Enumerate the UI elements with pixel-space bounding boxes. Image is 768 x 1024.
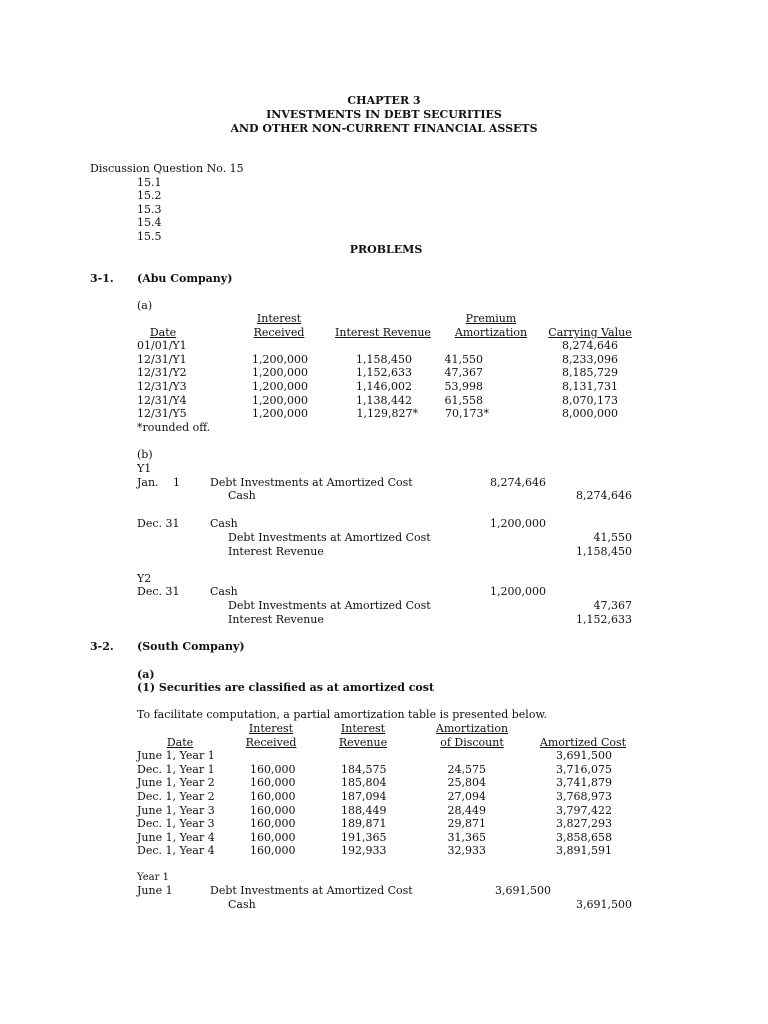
discussion-question-label: Discussion Question No. 15 bbox=[90, 162, 244, 175]
cell-date: Dec. 1, Year 4 bbox=[137, 844, 215, 857]
cell-amortized-cost: 3,741,879 bbox=[556, 776, 612, 789]
col-header-interest-top: Interest bbox=[256, 312, 302, 325]
entry-credit-account: Interest Revenue bbox=[228, 545, 324, 558]
col-header-amortized-cost: Amortized Cost bbox=[539, 736, 627, 749]
cell-amortized-cost: 3,691,500 bbox=[556, 749, 612, 762]
entry-debit-amount: 1,200,000 bbox=[490, 517, 546, 530]
entry-debit-amount: 1,200,000 bbox=[490, 585, 546, 598]
col-header-premium-top: Premium bbox=[465, 312, 517, 325]
entry-debit-account: Debt Investments at Amortized Cost bbox=[210, 884, 413, 897]
entry-debit-account: Debt Investments at Amortized Cost bbox=[210, 476, 413, 489]
cell-amortized-cost: 3,858,658 bbox=[556, 831, 612, 844]
problem-company: (Abu Company) bbox=[137, 272, 233, 285]
cell-received: 160,000 bbox=[250, 804, 296, 817]
table-footnote: *rounded off. bbox=[137, 421, 211, 434]
col-header-of-discount: of Discount bbox=[440, 736, 504, 749]
cell-discount: 27,094 bbox=[447, 790, 486, 803]
cell-revenue: 1,138,442 bbox=[356, 394, 412, 407]
cell-carrying: 8,233,096 bbox=[562, 353, 618, 366]
cell-discount: 25,804 bbox=[447, 776, 486, 789]
col-header-received: Received bbox=[245, 736, 297, 749]
cell-date: June 1, Year 4 bbox=[137, 831, 215, 844]
cell-received: 160,000 bbox=[250, 763, 296, 776]
chapter-heading: CHAPTER 3 bbox=[347, 94, 421, 107]
cell-received: 160,000 bbox=[250, 831, 296, 844]
problem-number: 3-2. bbox=[90, 640, 114, 653]
year-label: Year 1 bbox=[137, 872, 169, 883]
entry-credit-amount: 8,274,646 bbox=[576, 489, 632, 502]
year-label: Y1 bbox=[137, 462, 152, 475]
discussion-item: 15.5 bbox=[137, 230, 162, 243]
cell-received: 1,200,000 bbox=[252, 366, 308, 379]
entry-date-month: Jan. bbox=[137, 476, 159, 489]
cell-amortization: 41,550 bbox=[444, 353, 483, 366]
cell-received: 1,200,000 bbox=[252, 407, 308, 420]
discussion-item: 15.1 bbox=[137, 176, 162, 189]
col-header-interest-top: Interest bbox=[248, 722, 294, 735]
cell-revenue: 185,804 bbox=[341, 776, 387, 789]
entry-credit-account: Cash bbox=[228, 489, 256, 502]
cell-amortization: 61,558 bbox=[444, 394, 483, 407]
entry-credit-account: Debt Investments at Amortized Cost bbox=[228, 599, 431, 612]
cell-received: 160,000 bbox=[250, 776, 296, 789]
cell-revenue: 188,449 bbox=[341, 804, 387, 817]
cell-date: 12/31/Y3 bbox=[137, 380, 187, 393]
chapter-title-line2: AND OTHER NON-CURRENT FINANCIAL ASSETS bbox=[230, 122, 538, 135]
cell-discount: 32,933 bbox=[447, 844, 486, 857]
cell-revenue: 192,933 bbox=[341, 844, 387, 857]
cell-date: June 1, Year 3 bbox=[137, 804, 215, 817]
cell-discount: 31,365 bbox=[447, 831, 486, 844]
cell-discount: 29,871 bbox=[447, 817, 486, 830]
cell-received: 160,000 bbox=[250, 844, 296, 857]
cell-date: June 1, Year 2 bbox=[137, 776, 215, 789]
problem-company: (South Company) bbox=[137, 640, 245, 653]
cell-revenue: 191,365 bbox=[341, 831, 387, 844]
table-intro: To facilitate computation, a partial amortization table is presented below. bbox=[137, 708, 548, 721]
cell-discount: 24,575 bbox=[447, 763, 486, 776]
cell-revenue: 189,871 bbox=[341, 817, 387, 830]
part-label: (a) bbox=[137, 299, 153, 312]
cell-date: Dec. 1, Year 2 bbox=[137, 790, 215, 803]
cell-date: 12/31/Y4 bbox=[137, 394, 187, 407]
discussion-item: 15.3 bbox=[137, 203, 162, 216]
col-header-amortization: Amortization bbox=[454, 326, 528, 339]
discussion-item: 15.2 bbox=[137, 189, 162, 202]
cell-amortization: 70,173* bbox=[445, 407, 489, 420]
cell-carrying: 8,185,729 bbox=[562, 366, 618, 379]
cell-amortized-cost: 3,797,422 bbox=[556, 804, 612, 817]
cell-revenue: 187,094 bbox=[341, 790, 387, 803]
problems-heading: PROBLEMS bbox=[349, 243, 423, 256]
cell-revenue: 1,146,002 bbox=[356, 380, 412, 393]
cell-discount: 28,449 bbox=[447, 804, 486, 817]
cell-received: 1,200,000 bbox=[252, 353, 308, 366]
cell-amortization: 53,998 bbox=[444, 380, 483, 393]
cell-amortized-cost: 3,891,591 bbox=[556, 844, 612, 857]
col-header-revenue: Revenue bbox=[338, 736, 388, 749]
entry-credit-amount: 3,691,500 bbox=[576, 898, 632, 911]
cell-date: June 1, Year 1 bbox=[137, 749, 215, 762]
entry-debit-account: Cash bbox=[210, 517, 238, 530]
cell-date: 01/01/Y1 bbox=[137, 339, 187, 352]
cell-revenue: 184,575 bbox=[341, 763, 387, 776]
cell-date: Dec. 1, Year 3 bbox=[137, 817, 215, 830]
entry-credit-account: Interest Revenue bbox=[228, 613, 324, 626]
entry-debit-amount: 8,274,646 bbox=[490, 476, 546, 489]
col-header-carrying-value: Carrying Value bbox=[548, 326, 632, 339]
entry-date-day: 1 bbox=[173, 476, 180, 489]
cell-carrying: 8,000,000 bbox=[562, 407, 618, 420]
cell-amortized-cost: 3,827,293 bbox=[556, 817, 612, 830]
year-label: Y2 bbox=[137, 572, 152, 585]
cell-carrying: 8,131,731 bbox=[562, 380, 618, 393]
part-label: (b) bbox=[137, 448, 153, 461]
cell-revenue: 1,129,827* bbox=[356, 407, 418, 420]
cell-date: 12/31/Y5 bbox=[137, 407, 187, 420]
col-header-interest-revenue: Interest Revenue bbox=[335, 326, 431, 339]
cell-carrying: 8,274,646 bbox=[562, 339, 618, 352]
col-header-received: Received bbox=[253, 326, 305, 339]
problem-number: 3-1. bbox=[90, 272, 114, 285]
entry-credit-amount: 41,550 bbox=[593, 531, 632, 544]
entry-credit-account: Cash bbox=[228, 898, 256, 911]
cell-date: Dec. 1, Year 1 bbox=[137, 763, 215, 776]
discussion-item: 15.4 bbox=[137, 216, 162, 229]
col-header-interest2-top: Interest bbox=[340, 722, 386, 735]
entry-debit-account: Cash bbox=[210, 585, 238, 598]
entry-credit-account: Debt Investments at Amortized Cost bbox=[228, 531, 431, 544]
entry-date: Dec. 31 bbox=[137, 517, 180, 530]
entry-debit-amount: 3,691,500 bbox=[495, 884, 551, 897]
cell-amortization: 47,367 bbox=[444, 366, 483, 379]
entry-date: June 1 bbox=[137, 884, 173, 897]
subpart-heading: (1) Securities are classified as at amortized cost bbox=[137, 681, 435, 694]
chapter-title-line1: INVESTMENTS IN DEBT SECURITIES bbox=[266, 108, 502, 121]
cell-received: 1,200,000 bbox=[252, 394, 308, 407]
cell-date: 12/31/Y1 bbox=[137, 353, 187, 366]
part-label: (a) bbox=[137, 668, 155, 681]
cell-received: 160,000 bbox=[250, 817, 296, 830]
cell-received: 1,200,000 bbox=[252, 380, 308, 393]
cell-amortized-cost: 3,768,973 bbox=[556, 790, 612, 803]
col-header-date: Date bbox=[149, 326, 177, 339]
cell-date: 12/31/Y2 bbox=[137, 366, 187, 379]
cell-carrying: 8,070,173 bbox=[562, 394, 618, 407]
cell-revenue: 1,158,450 bbox=[356, 353, 412, 366]
col-header-date: Date bbox=[166, 736, 194, 749]
cell-amortized-cost: 3,716,075 bbox=[556, 763, 612, 776]
cell-revenue: 1,152,633 bbox=[356, 366, 412, 379]
cell-received: 160,000 bbox=[250, 790, 296, 803]
entry-credit-amount: 47,367 bbox=[593, 599, 632, 612]
entry-date: Dec. 31 bbox=[137, 585, 180, 598]
entry-credit-amount: 1,152,633 bbox=[576, 613, 632, 626]
entry-credit-amount: 1,158,450 bbox=[576, 545, 632, 558]
col-header-amortization-top: Amortization bbox=[435, 722, 509, 735]
